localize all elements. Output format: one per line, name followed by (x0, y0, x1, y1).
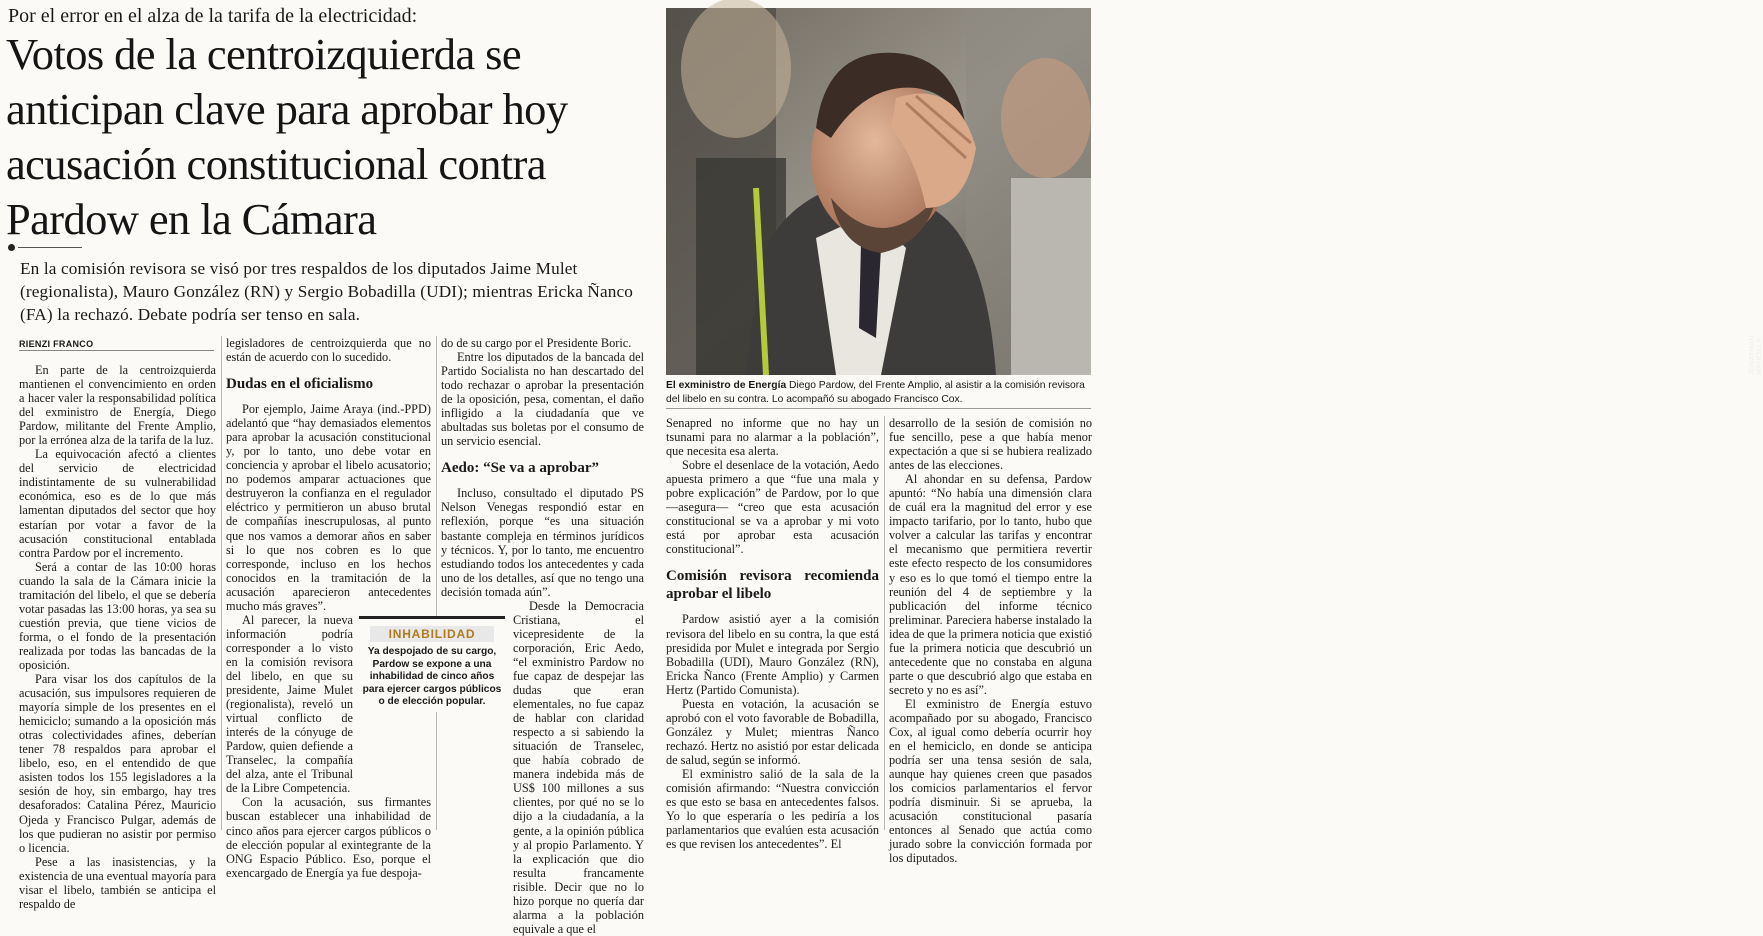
section-heading: Aedo: “Se va a aprobar” (441, 460, 600, 477)
paragraph: En parte de la centroizquierda mantienen el convencimiento en orden a hacer valer la responsabilidad política del exministro de Energía, Diego Pardow, militante del Frente Amplio, por la errónea alza de la tarifa de la luz. (19, 363, 216, 448)
paragraph: La equivocación afectó a clientes del servicio de electricidad indistintamente de su vulnerabilidad económica, eso es de lo que más lamentan diputados del sector que hoy estarían por votar a favor de la acusación constitucional entablada contra Pardow por el incremento. (19, 447, 216, 560)
subhead: En la comisión revisora se visó por tres respaldos de los diputados Jaime Mulet (regionalista), Mauro González (RN) y Sergio Bobadilla (UDI); mientras Ericka Ñanco (FA) la rechazó. Debate podría ser tenso en sala. (20, 259, 634, 324)
byline-rule (19, 350, 214, 351)
caption-text: Diego Pardow, del Frente Amplio, al asistir a la comisión revisora del libelo en su contra. Lo acompañó su abogado Francisco Cox. (666, 380, 1085, 405)
paragraph: Desde la Democracia Cristiana, el vicepresidente de la corporación, Eric Aedo, “el exministro Pardow no fue capaz de despejar las dudas que eran elementales, no fue capaz de hablar con claridad respecto a si sabiendo la situación de Transelec, que había cobrado de manera indebida más de US$ 100 millones a sus clientes, por qué no se lo dijo a la ciudadanía, a la gente, a la opinión pública y al propio Parlamento. Y la explicación que dio resulta francamente risible. Decir que no lo hizo porque no quería dar alarma a la población equivale a que el (513, 598, 644, 936)
column-2 (226, 336, 431, 880)
caption-lead: El exministro de Energía (666, 380, 787, 391)
column-1 (19, 363, 216, 911)
paragraph: El exministro salió de la sala de la comisión afirmando: “Nuestra convicción es que esto se basa en antecedentes falsos. Yo lo que esperaría o les pediría a los parlamentarios que evalúen esta acusación es que revisen los antecedentes”. El (666, 766, 879, 852)
column-5 (889, 416, 1092, 866)
sidebox (359, 616, 505, 712)
column-divider (221, 336, 222, 830)
paragraph: El exministro de Energía estuvo acompañado por su abogado, Francisco Cox, al igual como debería ocurrir hoy en el hemiciclo, en donde se anticipa podría ser una tensa sesión de sala, aunque hay quienes creen que pasados los comicios parlamentarios el fervor podría disminuir. Si se aprueba, la acusación constitucional pasaría entonces al Senado que actúa como jurado sobre la convicción formada por los diputados. (889, 696, 1092, 866)
photo-caption (666, 379, 1091, 406)
column-4 (666, 416, 879, 851)
caption-rule (666, 408, 1091, 409)
column-divider (884, 416, 885, 830)
paragraph: Con la acusación, sus firmantes buscan establecer una inhabilidad de cinco años para ejercer cargos públicos o de elección popular al exintegrante de la ONG Espacio Público. Eso, porque el exencargado de Energía ya fue despoja- (226, 795, 431, 880)
paragraph: Senapred no informe que no hay un tsunami para no alarmar a la población”, que necesita esa alerta. (666, 416, 879, 459)
headline: Votos de la centroizquierda se anticipan clave para aprobar hoy acusación constitucional contra Pardow en la Cámara (6, 29, 568, 244)
paragraph: Puesta en votación, la acusación se aprobó con el voto favorable de Bobadilla, González y Mulet; mientras Ñanco rechazó. Hertz no asistió por estar delicada de salud, según se informó. (666, 696, 879, 767)
bullet-dot (8, 244, 15, 251)
photo-credit: JONATHAN MANCILLA (1749, 335, 1763, 375)
paragraph: Pese a las inasistencias, y la existencia de una eventual mayoría para visar el libelo, también se anticipa el respaldo de (19, 854, 216, 911)
paragraph: Sobre el desenlace de la votación, Aedo apuesta primero a que “fue una mala y pobre explicación” de Pardow, por lo que —asegura— “creo que esta acusación constitucional se va a aprobar y mi voto está por aprobar esta acusación constitucional”. (666, 458, 879, 557)
section-heading: Comisión revisora recomienda aprobar el libelo (666, 568, 879, 603)
paragraph: Pardow asistió ayer a la comisión revisora del libelo en su contra, la que está presidida por Mulet e integrada por Sergio Bobadilla (UDI), Mauro González (RN), Ericka Ñanco (Frente Amplio) y Carmen Hertz (Partido Comunista). (666, 612, 879, 697)
paragraph: desarrollo de la sesión de comisión no fue sencillo, pese a que había menor expectación a que si se hubiera realizado antes de las elecciones. (889, 416, 1092, 473)
paragraph: Será a contar de las 10:00 horas cuando la sala de la Cámara inicie la tramitación del libelo, el que se debería votar pasadas las 13:00 horas, ya sea su cuestión previa, que tiene vicios de forma, o el fondo de la presentación realizada por todas las bancadas de la oposición. (19, 559, 216, 672)
paragraph: Por ejemplo, Jaime Araya (ind.-PPD) adelantó que “hay demasiados elementos para aprobar la acusación constitucional y, por lo tanto, uno debe votar en conciencia y aprobar el libelo acusatorio; no podemos amparar actuaciones que destruyeron la confianza en el regulador eléctrico y permitieron un abuso brutal de compañías inescrupulosas, al punto que nos vamos a demorar años en saber si lo que nos cobren es lo que corresponde, incluso en los hechos conocidos en la tramitación de la acusación aparecieron antecedentes mucho más graves”. (226, 402, 431, 613)
paragraph: Para visar los dos capítulos de la acusación, sus impulsores requieren de mayoría simple de los presentes en el hemiciclo; sumando a la oposición más otras colectividades afines, deberían tener 78 respaldos para aprobar el libelo, eso, en el entendido de que asisten todos los 155 legisladores a la sesión de hoy, sin embargo, hay tres desaforados: Catalina Pérez, Mauricio Ojeda y Francisco Pulgar, además de los que pudieran no asistir por permiso o licencia. (19, 672, 216, 855)
kicker: Por el error en el alza de la tarifa de la electricidad: (8, 5, 418, 27)
paragraph: do de su cargo por el Presidente Boric. (441, 336, 632, 350)
section-heading: Dudas en el oficialismo (226, 376, 374, 393)
photo-image (666, 8, 1091, 375)
headline-rule (18, 247, 82, 248)
paragraph: legisladores de centroizquierda que no están de acuerdo con lo sucedido. (226, 336, 431, 365)
paragraph: Al ahondar en su defensa, Pardow apuntó: “No había una dimensión clara de cuál era la magnitud del error y ese impacto tarifario, por lo tanto, hubo que volver a calcular las tarifas y encontrar el mecanismo que permitiera revertir este efecto respecto de los consumidores y eso es lo que tomó el tiempo entre la reunión del 4 de septiembre y la publicación del informe técnico preliminar. Pareciera haberse instalado la idea de que la primera noticia que existió fue la primera noticia que descubrió un antecedente que no constaba en alguna parte o que descubrió algo que estaba en secreto y no es así”. (889, 472, 1092, 697)
column-divider (436, 336, 437, 830)
photo (666, 8, 1763, 375)
paragraph: Al parecer, la nueva información podría corresponder a lo visto en la comisión revisora del libelo, en que su presidente, Jaime Mulet (regionalista), reveló un virtual conflicto de interés de la cónyuge de Pardow, quien defiende a Transelec, la compañía del alza, ante el Tribunal de la Libre Competencia. (226, 612, 353, 796)
sidebox-label: INHABILIDAD (370, 626, 494, 642)
byline: RIENZI FRANCO (19, 339, 94, 349)
paragraph: Incluso, consultado el diputado PS Nelson Venegas respondió estar en reflexión, porque “es una situación bastante compleja en términos jurídicos y técnicos. Y, por lo tanto, me encuentro estudiando todos los antecedentes y cada uno de los detalles, así que no tengo una decisión tomada aún”. (441, 486, 644, 599)
sidebox-text: Ya despojado de su cargo, Pardow se expone a una inhabilidad de cinco años para ejercer cargos públicos o de elección popular. (362, 646, 502, 708)
paragraph: Entre los diputados de la bancada del Partido Socialista no han descartado del todo rechazar o aprobar la presentación de la oposición, pesa, comentan, el daño infligido a la ciudadanía que ve abultadas sus boletas por el consumo de un servicio esencial. (441, 350, 644, 449)
